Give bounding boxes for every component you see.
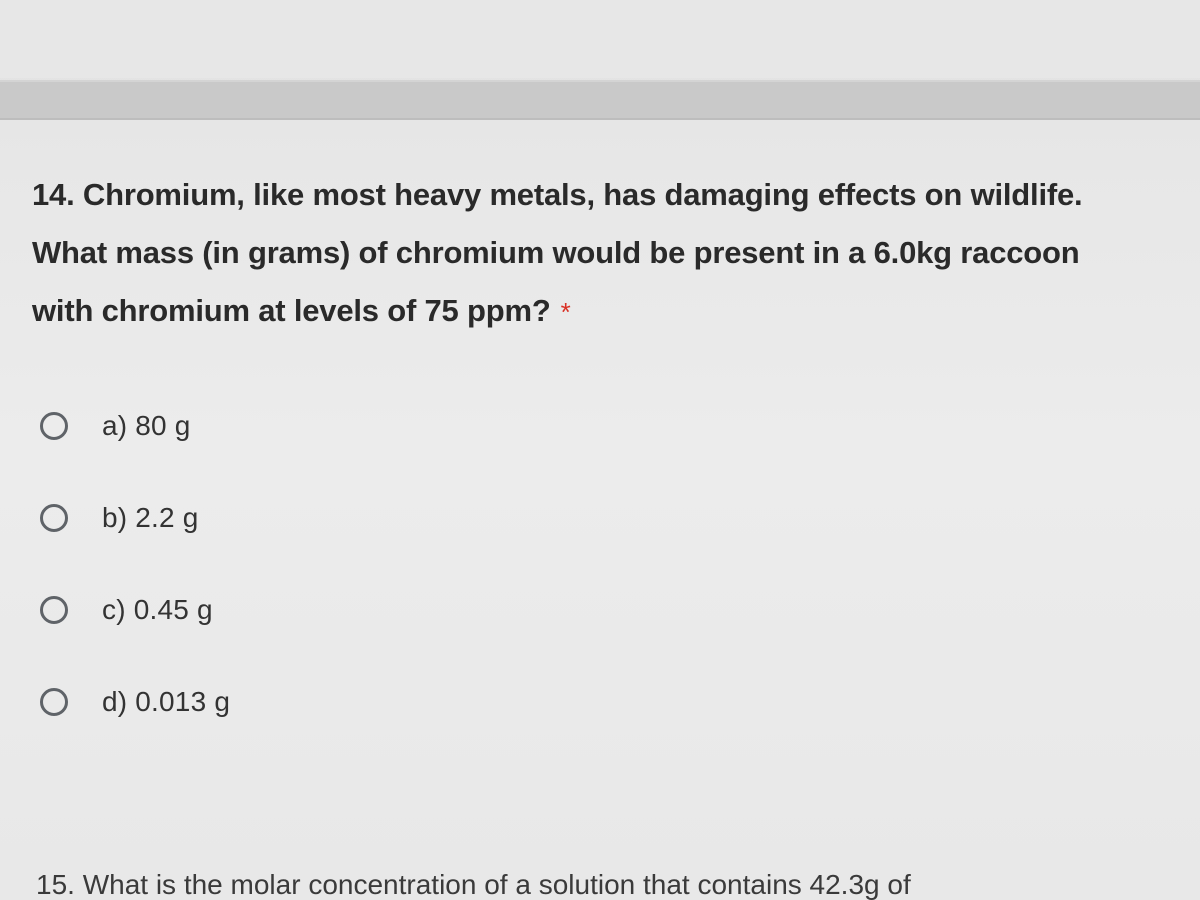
question-line-3 — [32, 282, 1192, 341]
question-line-2: What mass (in grams) of chromium would be present in a 6.0kg raccoon — [32, 235, 1080, 270]
option-b-label: b) 2.2 g — [102, 502, 199, 533]
option-b[interactable] — [40, 472, 640, 564]
option-a-label: a) 80 g — [102, 410, 191, 441]
option-d-label: d) 0.013 g — [102, 686, 231, 717]
option-c-label: c) 0.45 g — [102, 594, 213, 625]
radio-button-d[interactable] — [40, 688, 68, 716]
radio-button-c[interactable] — [40, 596, 68, 624]
question-line-1: 14. Chromium, like most heavy metals, has damaging effects on wildlife. — [32, 177, 1083, 212]
answer-options — [40, 380, 640, 748]
option-c[interactable] — [40, 564, 640, 656]
option-d[interactable] — [40, 656, 640, 748]
radio-button-b[interactable] — [40, 504, 68, 532]
option-a[interactable] — [40, 380, 640, 472]
question-text — [32, 166, 1192, 341]
section-divider — [0, 80, 1200, 120]
radio-button-a[interactable] — [40, 412, 68, 440]
next-question-text: 15. What is the molar concentration of a solution that contains 42.3g of — [36, 869, 911, 900]
question-line-3-text: with chromium at levels of 75 ppm? — [32, 293, 551, 328]
previous-question-area — [0, 0, 1200, 78]
required-asterisk: * — [560, 297, 571, 327]
